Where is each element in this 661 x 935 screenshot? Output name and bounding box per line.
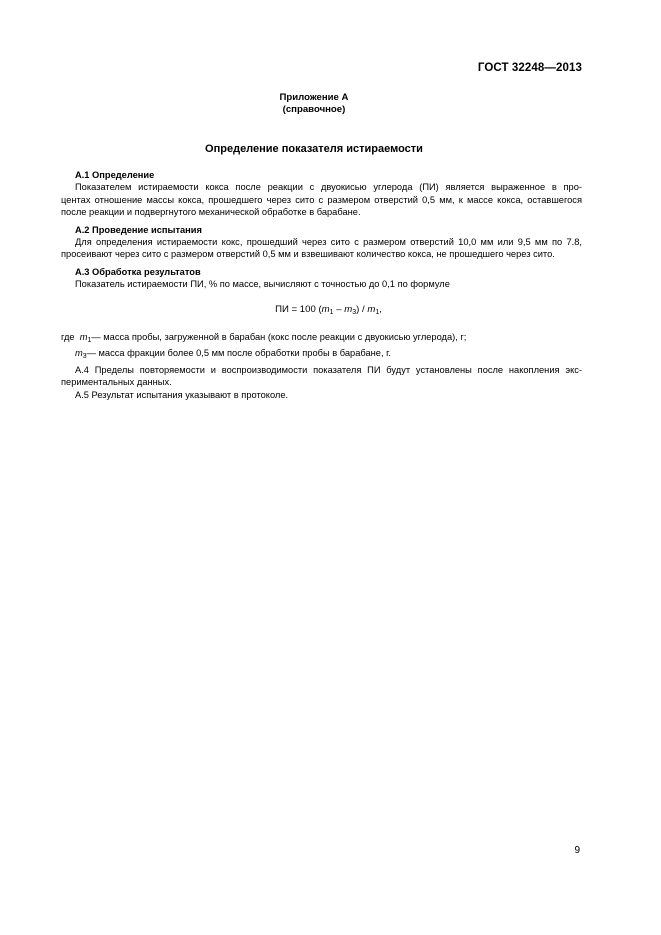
a4-paragraph-line: А.4 Пределы повторяемости и воспроизводимости показателя ПИ будут установлены после накопления экс- <box>75 364 582 375</box>
a3-paragraph: Показатель истираемости ПИ, % по массе, вычисляют с точностью до 0,1 по формуле <box>75 279 450 290</box>
document-body <box>61 166 582 401</box>
section-heading-a2: А.2 Проведение испытания <box>75 224 202 235</box>
formula: ПИ = 100 $(m_1 - m_3) / m_1$, <box>275 303 382 316</box>
a1-paragraph-line: центах отношение массы кокса, прошедшего через сито с размером отверстий 0,5 мм, к массе кокса, оставшегося <box>61 194 582 205</box>
legend-item-m2: $m_3—$ масса фракции более 0,5 мм после обработки пробы в барабане, г. <box>75 348 391 361</box>
a2-paragraph-line: Для определения истираемости кокс, прошедший через сито с размером отверстий 10,0 мм или 9,5 мм по 7.8, <box>75 237 582 248</box>
a5-paragraph: А.5 Результат испытания указывают в протоколе. <box>75 389 289 400</box>
formula-legend <box>61 331 582 364</box>
document-title: Определение показателя истираемости <box>205 143 423 155</box>
a1-paragraph-line: Показателем истираемости кокса после реакции с двуокисью углерода (ПИ) является выраженное в про- <box>75 182 582 193</box>
a4-paragraph-line: периментальных данных. <box>61 377 172 388</box>
appendix-heading <box>0 92 628 116</box>
appendix-title: Приложение А <box>279 92 349 103</box>
legend-item-m1: где $m_1—$ масса пробы, загруженной в барабан (кокс после реакции с двуокисью углерода), г; <box>61 332 467 345</box>
a1-paragraph-line: после реакции и подвергнутого механической обработке в барабане. <box>61 207 361 218</box>
a2-paragraph-line: просеивают через сито с размером отверстий 0,5 мм и взвешивают количество кокса, не прошедшего через сито. <box>61 249 555 260</box>
appendix-note: (справочное) <box>282 104 346 115</box>
section-heading-a1: А.1 Определение <box>75 170 155 180</box>
page-number: 9 <box>574 845 580 856</box>
section-heading-a3: А.3 Обработка результатов <box>75 266 201 277</box>
standard-code: ГОСТ 32248—2013 <box>477 62 582 74</box>
